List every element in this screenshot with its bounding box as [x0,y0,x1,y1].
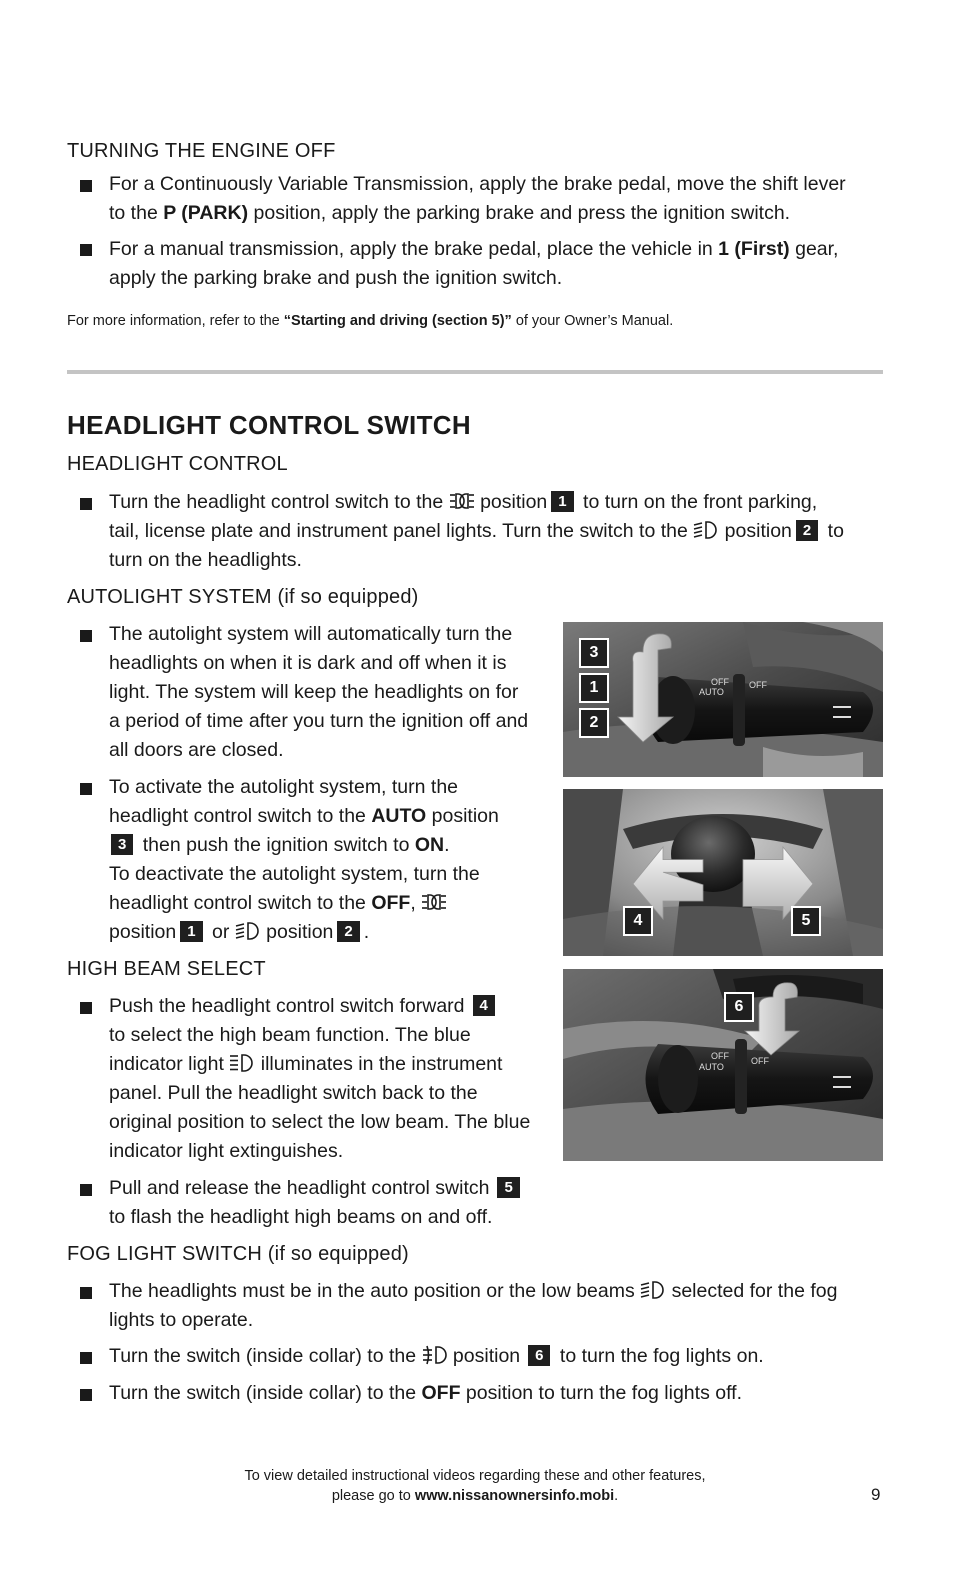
owners-manual-note: For more information, refer to the “Starting and driving (section 5)” of your Owner’s Manual. [67,313,674,329]
position-badge-2: 2 [796,520,818,541]
footer-video-note: To view detailed instructional videos regarding these and other features, please go to www.nissanownersinfo.mobi. [244,1468,706,1504]
low-beam-icon [640,1280,666,1300]
fog-light-collar-photo [563,969,883,1161]
parking-light-icon [421,892,447,912]
engine-off-heading: TURNING THE ENGINE OFF [67,140,336,162]
autolight-subheading: AUTOLIGHT SYSTEM (if so equipped) [67,586,419,608]
headlight-stalk-push-pull-photo [563,789,883,956]
position-badge-2: 2 [337,921,359,942]
callout-1: 1 [579,673,609,703]
collar-off-label: OFF [749,680,767,690]
position-badge-4: 4 [473,995,495,1016]
autolight-bullet-activate: To activate the autolight system, turn the headlight control switch to the AUTO position 3 then push the ignition switch to ON. To deactivate the autolight system, turn the headlight control switch to the OFF, position 1 or position 2 . [109,776,499,943]
headlight-control-bullet: Turn the headlight control switch to the position 1 to turn on the front parking, tail, license plate and instrument panel lights. Turn the switch to the position 2 to turn on the headlights. [109,491,844,571]
collar-off-label: OFF [751,1056,769,1066]
bullet-marker [80,783,92,795]
fog-light-subheading: FOG LIGHT SWITCH (if so equipped) [67,1243,409,1265]
bullet-marker [80,244,92,256]
bullet-marker [80,630,92,642]
bullet-marker [80,180,92,192]
position-badge-3: 3 [111,834,133,855]
stalk-auto-label: AUTO [699,1062,724,1072]
position-badge-6: 6 [528,1345,550,1366]
high-beam-bullet-flash: Pull and release the headlight control switch 5 to flash the headlight high beams on and off. [109,1174,554,1232]
bullet-marker [80,1287,92,1299]
fog-bullet-requirement: The headlights must be in the auto position or the low beams selected for the fog lights to operate. [109,1280,838,1331]
callout-6: 6 [724,992,754,1022]
position-badge-5: 5 [497,1177,519,1198]
callout-4: 4 [623,906,653,936]
bullet-marker [80,1184,92,1196]
fog-bullet-on: Turn the switch (inside collar) to the position 6 to turn the fog lights on. [109,1345,764,1367]
headlight-section-title: HEADLIGHT CONTROL SWITCH [67,410,471,440]
high-beam-bullet-push: Push the headlight control switch forward 4 to select the high beam function. The blue indicator light illuminates in the instrument panel. Pull the headlight switch back to the original position to select the low beam. The blue indicator light extinguishes. [109,995,531,1162]
headlight-stalk-rotation-photo [563,622,883,777]
callout-2: 2 [579,708,609,738]
parking-light-icon [449,491,475,511]
headlight-control-subheading: HEADLIGHT CONTROL [67,453,288,475]
page-number: 9 [871,1485,881,1504]
position-badge-1: 1 [180,921,202,942]
callout-5: 5 [791,906,821,936]
autolight-bullet-description: The autolight system will automatically turn the headlights on when it is dark and off when it is light. The system will keep the headlights on for a period of time after you turn the ignition off and all doors are closed. [109,623,529,761]
engine-off-bullet-cvt: For a Continuously Variable Transmission, apply the brake pedal, move the shift lever to the P (PARK) position, apply the parking brake and press the ignition switch. [109,173,846,224]
fog-light-icon [422,1345,448,1365]
bullet-marker [80,1389,92,1401]
owners-info-link[interactable]: www.nissanownersinfo.mobi [414,1488,615,1504]
stalk-off-label: OFF [711,1051,729,1061]
fog-bullet-off: Turn the switch (inside collar) to the OFF position to turn the fog lights off. [109,1382,742,1404]
bullet-marker [80,1352,92,1364]
high-beam-subheading: HIGH BEAM SELECT [67,958,266,980]
bullet-marker [80,498,92,510]
low-beam-icon [235,921,261,941]
bullet-marker [80,1002,92,1014]
position-badge-1: 1 [551,491,573,512]
engine-off-bullet-manual: For a manual transmission, apply the brake pedal, place the vehicle in 1 (First) gear, apply the parking brake and push the ignition switch. [109,238,839,289]
low-beam-icon [693,520,719,540]
high-beam-icon [229,1053,255,1073]
section-divider [67,370,883,374]
stalk-off-label: OFF [711,677,729,687]
callout-3: 3 [579,638,609,668]
stalk-auto-label: AUTO [699,687,724,697]
